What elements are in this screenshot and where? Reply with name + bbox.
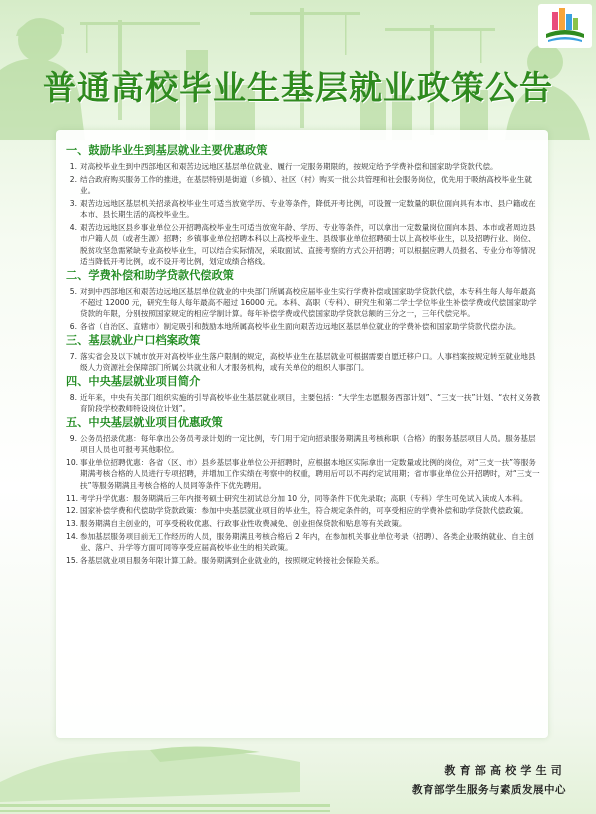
section-2 [66, 269, 542, 333]
city-logo-icon [538, 4, 592, 48]
section-3 [66, 334, 542, 374]
section-1 [66, 144, 542, 267]
page-title: 普通高校毕业生基层就业政策公告 [43, 68, 553, 107]
section-title: 四、中央基层就业项目简介 [66, 374, 201, 388]
list-item: 13. 服务期满自主创业的，可享受税收优惠、行政事业性收费减免、创业担保贷款和贴息等有关政策。 [66, 519, 407, 529]
list-item: 10. 事业单位招聘优惠：各省（区、市）县乡基层事业单位公开招聘时，应根据本地区实际拿出一定数量或比例的岗位，对“三支一扶”等服务期满考核合格的人员进行专项招聘，并增加工作实绩在考察中的权重，聘用后可以不再约定试用期；省市事业单位公开招聘时，对“三支一扶”等服务期满且考核合格的人员同等条件下优先聘用。 [66, 458, 540, 490]
section-title: 一、鼓励毕业生到基层就业主要优惠政策 [66, 144, 268, 157]
list-item: 12. 国家补偿学费和代偿助学贷款政策：参加中央基层就业项目的毕业生，符合规定条件的，可享受相应的学费补偿和助学贷款代偿政策。 [66, 506, 529, 516]
list-item: 4. 艰苦边远地区县乡事业单位公开招聘高校毕业生可适当放宽年龄、学历、专业等条件，可以拿出一定数量岗位面向本县、本市或者周边县市户籍人员（或者生源）招聘；乡镇事业单位招聘本科以上高校毕业生、县级事业单位招聘硕士以上高校毕业生，以及招聘行业、岗位、脱贫攻坚急需紧缺专业高校毕业生，可以结合实际情况，采取面试、直接考察的方式公开招聘；可以根据应聘人员报名、专业分布等情况适当降低开考比例，或不设开考比例，划定成绩合格线。 [69, 222, 536, 266]
train-illustration [0, 722, 330, 814]
logo-badge [538, 4, 592, 48]
section-title: 五、中央基层就业项目优惠政策 [66, 416, 223, 430]
policy-content [66, 144, 542, 568]
list-item: 11. 考学升学优惠：服务期满后三年内报考硕士研究生初试总分加 10 分，同等条件下优先录取；高职（专科）学生可免试入读成人本科。 [66, 493, 528, 503]
list-item: 14. 参加基层服务项目前无工作经历的人员，服务期满且考核合格后 2 年内，在参加机关事业单位考录（招聘）、各类企业吸纳就业、自主创业、落户、升学等方面可同等享受应届高校毕业生的相关政策。 [66, 531, 534, 553]
section-5 [66, 416, 542, 566]
section-4 [66, 375, 542, 415]
list-item: 6. 各省（自治区、直辖市）制定吸引和鼓励本地所属高校毕业生面向艰苦边远地区基层单位就业的学费补偿和国家助学贷款代偿办法。 [69, 322, 521, 332]
footer-org-secondary: 教育部学生服务与素质发展中心 [412, 784, 566, 796]
section-title: 二、学费补偿和助学贷款代偿政策 [66, 268, 234, 282]
list-item: 3. 艰苦边远地区基层机关招录高校毕业生可适当放宽学历、专业等条件，降低开考比例，可设置一定数量的职位面向具有本市、县户籍或在本市、县长期生活的高校毕业生。 [69, 198, 536, 220]
list-item: 7. 落实省会及以下城市放开对高校毕业生落户限制的规定，高校毕业生在基层就业可根据需要自愿迁移户口。人事档案按规定转至就业地县级人力资源社会保障部门所属公共就业和人才服务机构，或有关单位的组织人事部门。 [69, 351, 536, 373]
section-title: 三、基层就业户口档案政策 [66, 333, 201, 347]
list-item: 2. 结合政府购买服务工作的推进，在基层特别是街道（乡镇）、社区（村）购买一批公共管理和社会服务岗位，优先用于吸纳高校毕业生就业。 [69, 174, 532, 196]
list-item: 15. 各基层就业项目服务年限计算工龄。服务期满到企业就业的，按照规定转接社会保险关系。 [66, 556, 384, 566]
list-item: 9. 公务员招录优惠：每年拿出公务员考录计划的一定比例，专门用于定向招录服务期满且考核称职（合格）的服务基层项目人员。服务基层项目人员也可报考其他职位。 [69, 434, 536, 455]
list-item: 1. 对高校毕业生到中西部地区和艰苦边远地区基层单位就业、履行一定服务期限的，按规定给予学费补偿和国家助学贷款代偿。 [69, 162, 498, 171]
footer-org-primary: 教育部高校学生司 [444, 764, 566, 777]
list-item: 5. 对到中西部地区和艰苦边远地区基层单位就业的中央部门所属高校应届毕业生实行学费补偿或国家助学贷款代偿，本专科生每人每年最高不超过 12000 元，研究生每人每年最高不超过 16000 元。本科、高职（专科）、研究生和第二学士学位毕业生补偿学费或代偿国家助学贷款的年限，分别按照国家规定的相应学制计算。每年补偿学费或代偿国家助学贷款总额的三分之一，三年代偿完毕。 [69, 286, 537, 319]
list-item: 8. 近年来，中央有关部门组织实施的引导高校毕业生基层就业项目，主要包括：“大学生志愿服务西部计划”、“三支一扶”计划、“农村义务教育阶段学校教师特设岗位计划”。 [69, 392, 541, 414]
